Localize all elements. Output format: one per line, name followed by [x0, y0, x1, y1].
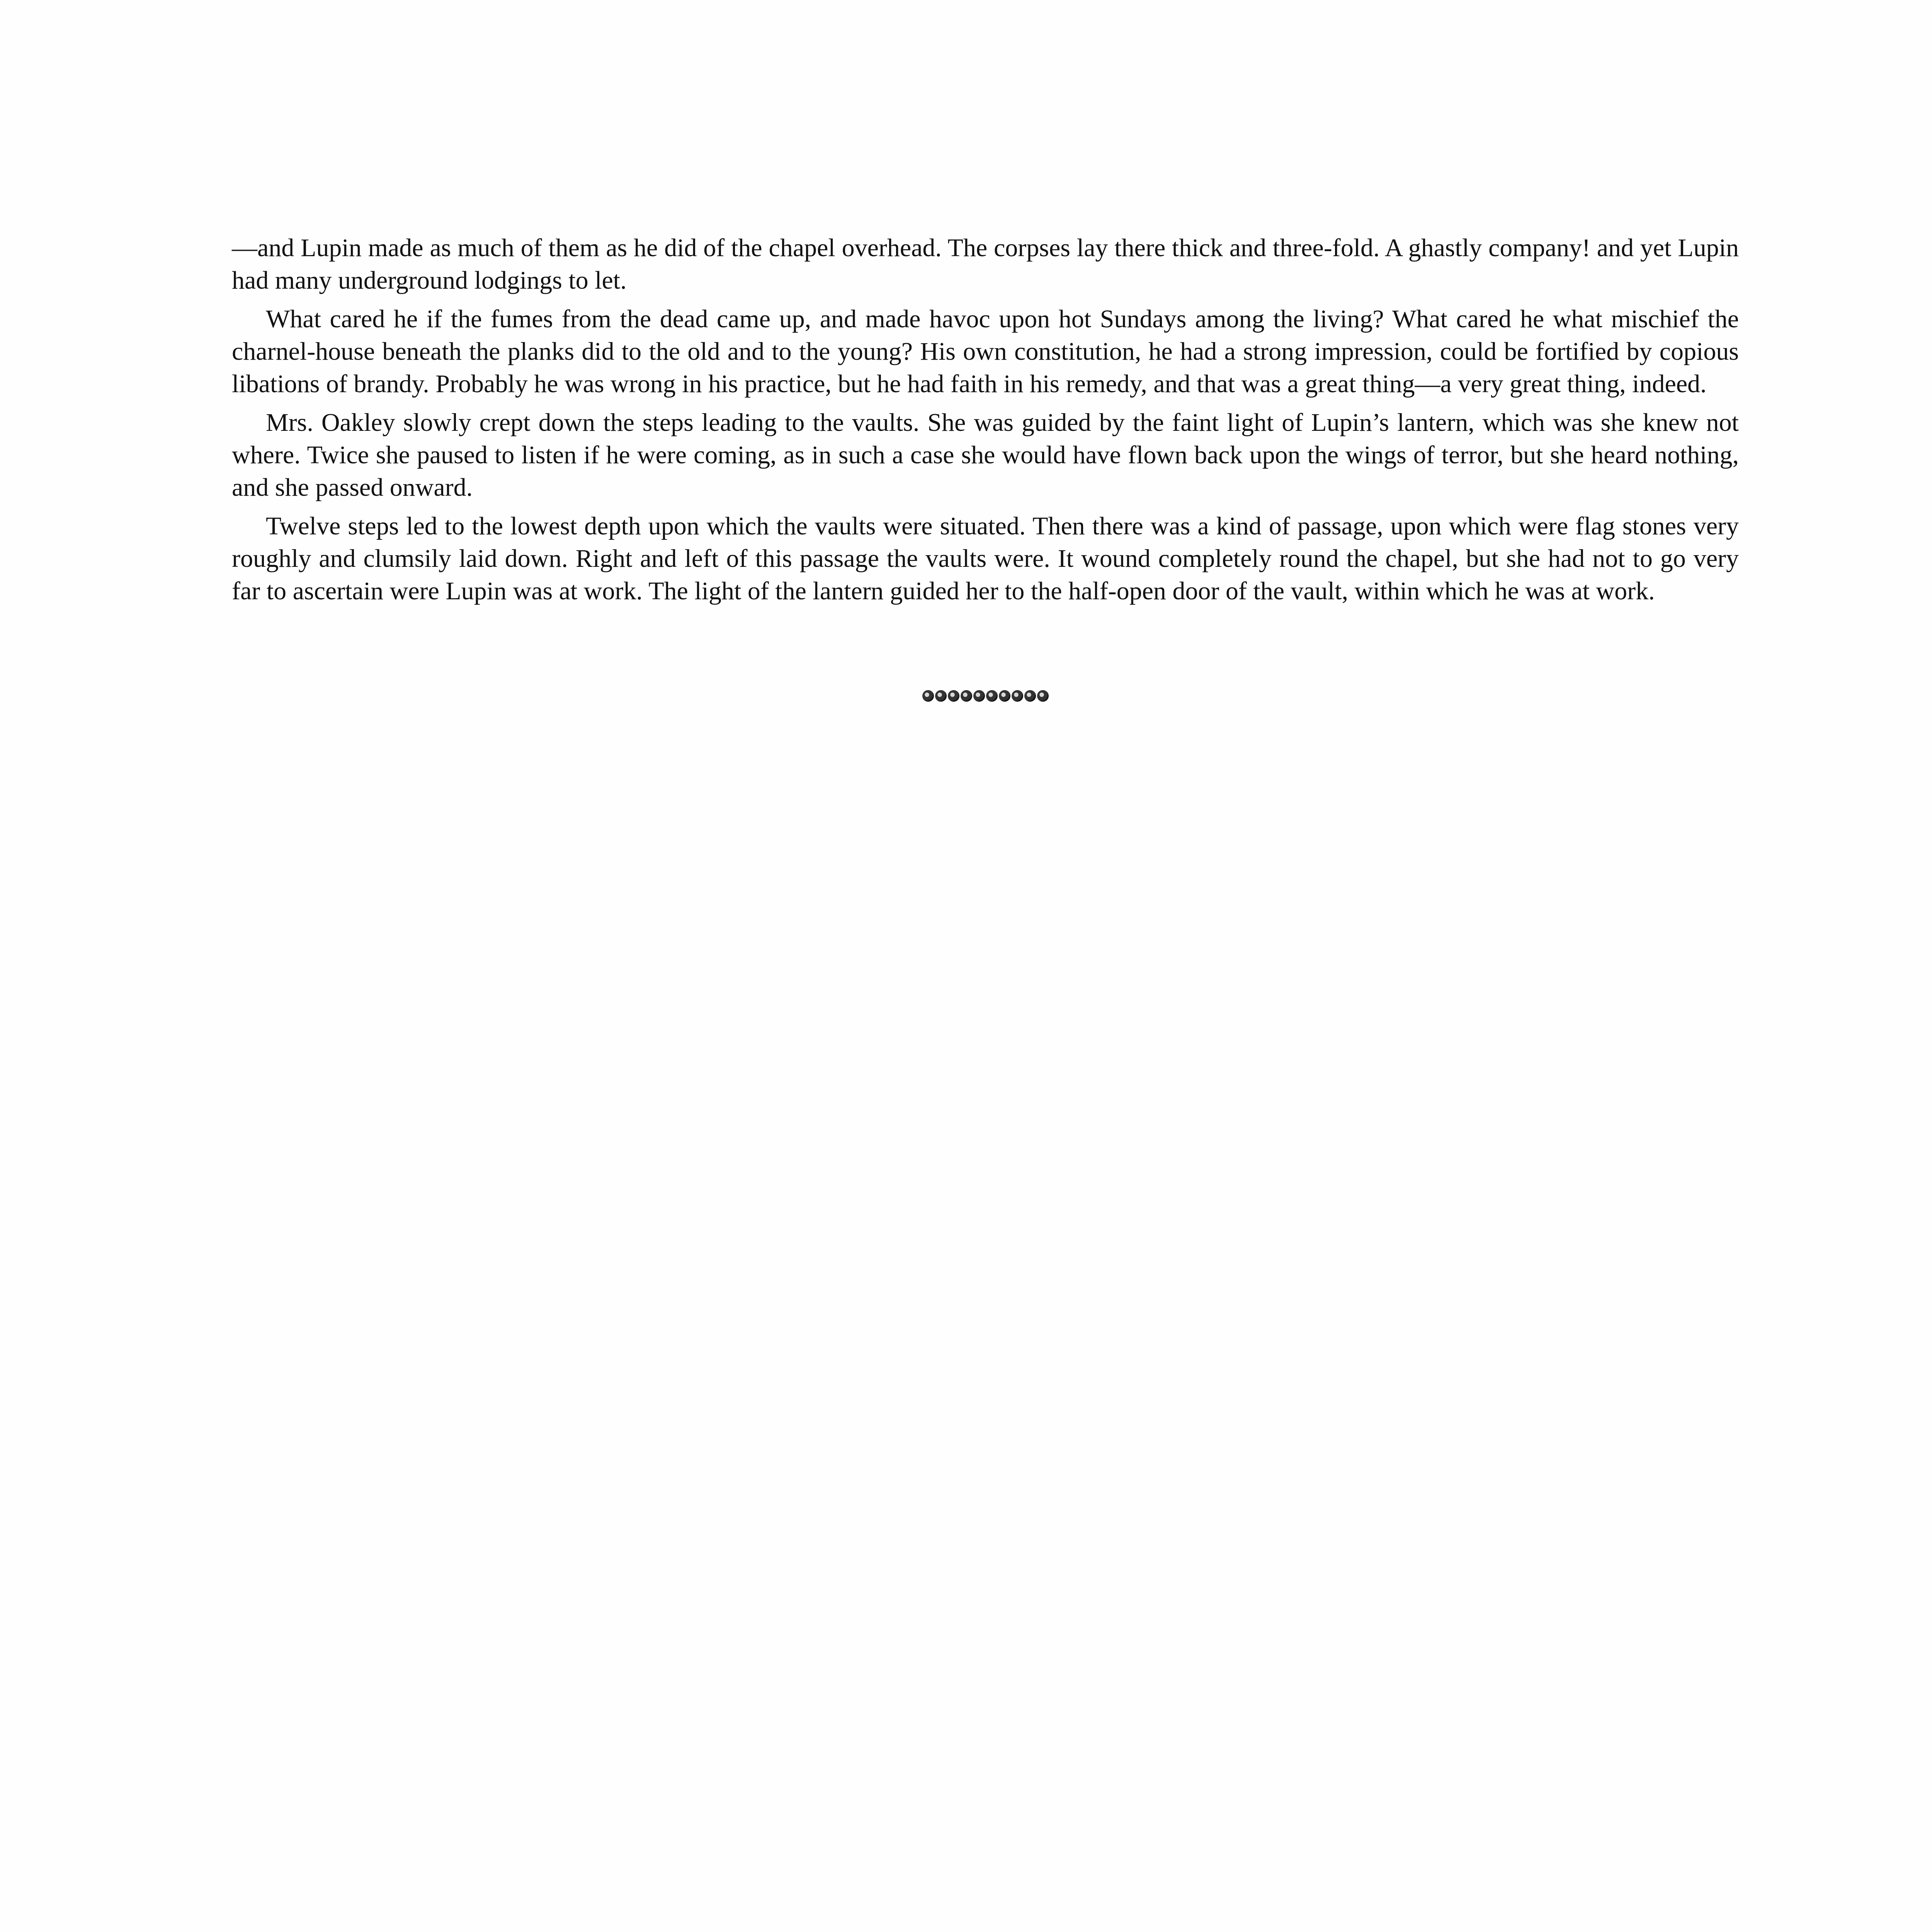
bullet-ornament-icon [1012, 690, 1023, 702]
paragraph-4: Twelve steps led to the lowest depth upon which the vaults were situated. Then there was a kind of passage, upon which were flag stones very roughly and clumsily laid down. Right and left of this passage the vaults were. It wound completely round the chapel, but she had not to go very far to ascertain were Lupin was at work. The light of the lantern guided her to the half-open door of the vault, within which he was at work. [232, 512, 1739, 605]
bullet-ornament-icon [935, 690, 947, 702]
bullet-ornament-icon [986, 690, 998, 702]
bullet-ornament-icon [948, 690, 959, 702]
body-text [232, 232, 1739, 614]
bullet-ornament-icon [1024, 690, 1036, 702]
bullet-ornament-icon [922, 690, 934, 702]
paragraph-3: Mrs. Oakley slowly crept down the steps leading to the vaults. She was guided by the faint light of Lupin’s lantern, which was she knew not where. Twice she paused to listen if he were coming, as in such a case she would have flown back upon the wings of terror, but she heard nothing, and she passed onward. [232, 408, 1739, 502]
section-ornament [916, 690, 1055, 702]
bullet-ornament-icon [973, 690, 985, 702]
bullet-ornament-icon [1037, 690, 1049, 702]
paragraph-1: —and Lupin made as much of them as he did of the chapel overhead. The corpses lay there thick and three-fold. A ghastly company! and yet Lupin had many underground lodgings to let. [232, 234, 1739, 294]
paragraph-2: What cared he if the fumes from the dead came up, and made havoc upon hot Sundays among the living? What cared he what mischief the charnel-house beneath the planks did to the old and to the young? His own constitution, he had a strong impression, could be fortified by copious libations of brandy. Probably he was wrong in his practice, but he had faith in his remedy, and that was a great thing—a very great thing, indeed. [232, 305, 1739, 398]
bullet-ornament-icon [961, 690, 972, 702]
bullet-ornament-icon [999, 690, 1010, 702]
